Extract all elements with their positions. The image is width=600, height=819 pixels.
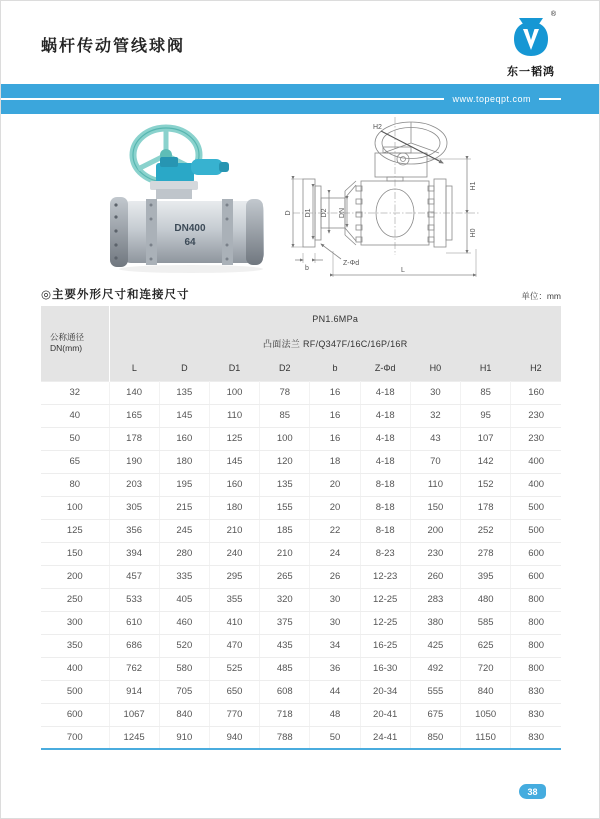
- table-cell: 8-18: [360, 473, 410, 496]
- dimension-table-header: [41, 306, 561, 381]
- dn-header-line1: 公称通径: [50, 331, 85, 342]
- table-cell: 22: [310, 519, 360, 542]
- table-cell: 492: [410, 657, 460, 680]
- table-cell: 145: [159, 404, 209, 427]
- table-cell: 830: [511, 703, 561, 726]
- dim-label-l: L: [401, 267, 405, 274]
- table-cell: 265: [260, 565, 310, 588]
- pressure-rating-header: PN1.6MPa: [109, 306, 561, 331]
- dim-label-d2: D2: [321, 208, 328, 218]
- table-cell: 50: [310, 726, 360, 749]
- table-row: [41, 496, 561, 519]
- table-cell: 44: [310, 680, 360, 703]
- table-cell: 500: [511, 519, 561, 542]
- table-cell: 152: [461, 473, 511, 496]
- table-row: [41, 588, 561, 611]
- table-cell: 940: [209, 726, 259, 749]
- table-cell: 762: [109, 657, 159, 680]
- table-cell: 600: [41, 703, 109, 726]
- table-cell: 65: [41, 450, 109, 473]
- dim-label-h2: H2: [373, 124, 382, 131]
- table-cell: 8-18: [360, 496, 410, 519]
- table-row: [41, 726, 561, 749]
- table-cell: 380: [410, 611, 460, 634]
- table-cell: 4-18: [360, 450, 410, 473]
- table-cell: 500: [41, 680, 109, 703]
- table-cell: 12-25: [360, 588, 410, 611]
- banner-rule-right: [539, 98, 561, 100]
- table-cell: 533: [109, 588, 159, 611]
- dim-label-dn: DN: [339, 207, 346, 219]
- table-cell: 278: [461, 542, 511, 565]
- table-cell: 210: [260, 542, 310, 565]
- table-cell: 770: [209, 703, 259, 726]
- table-cell: 203: [109, 473, 159, 496]
- table-cell: 215: [159, 496, 209, 519]
- table-cell: 500: [511, 496, 561, 519]
- table-cell: 160: [209, 473, 259, 496]
- table-cell: 20-41: [360, 703, 410, 726]
- table-cell: 914: [109, 680, 159, 703]
- table-cell: 625: [461, 634, 511, 657]
- table-cell: 1245: [109, 726, 159, 749]
- gear-actuator: [156, 157, 229, 183]
- table-cell: 295: [209, 565, 259, 588]
- table-cell: 125: [209, 427, 259, 450]
- table-cell: 85: [461, 381, 511, 404]
- table-cell: 525: [209, 657, 259, 680]
- table-cell: 395: [461, 565, 511, 588]
- column-header: D2: [260, 356, 310, 381]
- table-cell: 1067: [109, 703, 159, 726]
- table-cell: 26: [310, 565, 360, 588]
- table-cell: 135: [159, 381, 209, 404]
- table-cell: 245: [159, 519, 209, 542]
- table-cell: 555: [410, 680, 460, 703]
- table-cell: 110: [410, 473, 460, 496]
- table-row: [41, 657, 561, 680]
- table-cell: 720: [461, 657, 511, 680]
- table-cell: 260: [410, 565, 460, 588]
- table-cell: 100: [41, 496, 109, 519]
- table-cell: 142: [461, 450, 511, 473]
- table-cell: 610: [109, 611, 159, 634]
- table-cell: 200: [41, 565, 109, 588]
- table-cell: 18: [310, 450, 360, 473]
- table-cell: 1050: [461, 703, 511, 726]
- table-row: [41, 634, 561, 657]
- table-cell: 252: [461, 519, 511, 542]
- table-cell: 135: [260, 473, 310, 496]
- table-cell: 410: [209, 611, 259, 634]
- table-cell: 150: [410, 496, 460, 519]
- table-cell: 16: [310, 427, 360, 450]
- page-title: 蜗杆传动管线球阀: [41, 38, 186, 55]
- table-cell: 160: [511, 381, 561, 404]
- table-row: [41, 519, 561, 542]
- table-cell: 34: [310, 634, 360, 657]
- table-cell: 910: [159, 726, 209, 749]
- table-cell: 48: [310, 703, 360, 726]
- table-cell: 1150: [461, 726, 511, 749]
- table-cell: 125: [41, 519, 109, 542]
- table-cell: 400: [511, 473, 561, 496]
- photo-shadow: [119, 265, 263, 273]
- technical-drawing: [283, 113, 483, 290]
- table-cell: 600: [511, 542, 561, 565]
- table-cell: 30: [410, 381, 460, 404]
- table-cell: 20: [310, 473, 360, 496]
- website-url: www.topeqpt.com: [452, 94, 531, 104]
- table-cell: 178: [109, 427, 159, 450]
- column-header: Z-Φd: [360, 356, 410, 381]
- table-cell: 85: [260, 404, 310, 427]
- table-cell: 24: [310, 542, 360, 565]
- table-cell: 43: [410, 427, 460, 450]
- dim-label-zd: Z-Φd: [343, 260, 360, 267]
- table-cell: 230: [511, 404, 561, 427]
- table-cell: 425: [410, 634, 460, 657]
- dim-label-d1: D1: [305, 208, 312, 218]
- column-header-row: [41, 356, 561, 381]
- table-cell: 16-25: [360, 634, 410, 657]
- table-cell: 30: [310, 588, 360, 611]
- table-cell: 800: [511, 634, 561, 657]
- table-cell: 20: [310, 496, 360, 519]
- table-cell: 718: [260, 703, 310, 726]
- table-row: [41, 427, 561, 450]
- table-cell: 700: [41, 726, 109, 749]
- table-cell: 4-18: [360, 381, 410, 404]
- table-cell: 300: [41, 611, 109, 634]
- table-cell: 675: [410, 703, 460, 726]
- table-cell: 320: [260, 588, 310, 611]
- column-header: H2: [511, 356, 561, 381]
- column-header: H1: [461, 356, 511, 381]
- column-header: b: [310, 356, 360, 381]
- table-cell: 485: [260, 657, 310, 680]
- table-cell: 70: [410, 450, 460, 473]
- table-cell: 200: [410, 519, 460, 542]
- table-cell: 12-25: [360, 611, 410, 634]
- dim-label-b: b: [305, 265, 309, 272]
- table-row: [41, 542, 561, 565]
- column-header: H0: [410, 356, 460, 381]
- table-cell: 8-18: [360, 519, 410, 542]
- table-cell: 830: [511, 726, 561, 749]
- table-row: [41, 611, 561, 634]
- dim-label-h1: H1: [470, 181, 477, 191]
- table-cell: 210: [209, 519, 259, 542]
- table-cell: 480: [461, 588, 511, 611]
- dn-header-line2: DN(mm): [50, 343, 83, 354]
- dim-label-d: D: [285, 210, 292, 216]
- table-cell: 185: [260, 519, 310, 542]
- table-cell: 107: [461, 427, 511, 450]
- logo-icon: [510, 11, 556, 60]
- table-cell: 400: [41, 657, 109, 680]
- product-photo: [96, 119, 286, 282]
- table-cell: 100: [260, 427, 310, 450]
- table-cell: 8-23: [360, 542, 410, 565]
- table-cell: 16: [310, 381, 360, 404]
- table-cell: 50: [41, 427, 109, 450]
- table-cell: 305: [109, 496, 159, 519]
- registered-trademark: ®: [550, 11, 556, 18]
- table-cell: 394: [109, 542, 159, 565]
- table-cell: 800: [511, 611, 561, 634]
- table-cell: 850: [410, 726, 460, 749]
- table-cell: 178: [461, 496, 511, 519]
- table-cell: 20-34: [360, 680, 410, 703]
- table-cell: 150: [41, 542, 109, 565]
- table-cell: 180: [159, 450, 209, 473]
- table-cell: 95: [461, 404, 511, 427]
- table-cell: 435: [260, 634, 310, 657]
- website-banner: [1, 84, 600, 114]
- table-cell: 16: [310, 404, 360, 427]
- table-cell: 686: [109, 634, 159, 657]
- table-cell: 580: [159, 657, 209, 680]
- table-cell: 840: [159, 703, 209, 726]
- table-cell: 608: [260, 680, 310, 703]
- table-cell: 240: [209, 542, 259, 565]
- dimension-table: [41, 306, 561, 750]
- table-cell: 650: [209, 680, 259, 703]
- dim-label-h0: H0: [470, 228, 477, 238]
- table-row: [41, 680, 561, 703]
- table-cell: 830: [511, 680, 561, 703]
- table-cell: 375: [260, 611, 310, 634]
- table-row: [41, 473, 561, 496]
- banner-rule-left: [1, 98, 444, 100]
- table-cell: 160: [159, 427, 209, 450]
- table-cell: 230: [410, 542, 460, 565]
- valve-stem-mount: [150, 181, 198, 199]
- table-cell: 460: [159, 611, 209, 634]
- table-cell: 520: [159, 634, 209, 657]
- table-cell: 355: [209, 588, 259, 611]
- table-cell: 40: [41, 404, 109, 427]
- table-cell: 32: [410, 404, 460, 427]
- table-cell: 180: [209, 496, 259, 519]
- table-cell: 280: [159, 542, 209, 565]
- valve-marking-class: 64: [184, 237, 196, 248]
- table-cell: 12-23: [360, 565, 410, 588]
- table-cell: 4-18: [360, 427, 410, 450]
- table-cell: 78: [260, 381, 310, 404]
- table-cell: 32: [41, 381, 109, 404]
- company-name: 东一韬鸿: [507, 66, 555, 78]
- table-cell: 120: [260, 450, 310, 473]
- table-cell: 100: [209, 381, 259, 404]
- table-cell: 457: [109, 565, 159, 588]
- column-header: L: [109, 356, 159, 381]
- table-cell: 30: [310, 611, 360, 634]
- table-row: [41, 703, 561, 726]
- table-cell: 110: [209, 404, 259, 427]
- table-cell: 230: [511, 427, 561, 450]
- table-cell: 145: [209, 450, 259, 473]
- dn-header-cell: [41, 306, 109, 381]
- table-cell: 350: [41, 634, 109, 657]
- table-cell: 195: [159, 473, 209, 496]
- section-title: ◎主要外形尺寸和连接尺寸: [41, 289, 190, 301]
- table-cell: 585: [461, 611, 511, 634]
- table-cell: 4-18: [360, 404, 410, 427]
- table-cell: 800: [511, 588, 561, 611]
- column-header: D: [159, 356, 209, 381]
- table-cell: 788: [260, 726, 310, 749]
- table-cell: 140: [109, 381, 159, 404]
- table-cell: 840: [461, 680, 511, 703]
- page-number-badge: 38: [519, 784, 546, 799]
- table-row: [41, 381, 561, 404]
- valve-marking-dn: DN400: [174, 223, 206, 234]
- table-row: [41, 565, 561, 588]
- table-cell: 405: [159, 588, 209, 611]
- table-row: [41, 404, 561, 427]
- table-cell: 283: [410, 588, 460, 611]
- flange-spec-header: 凸面法兰 RF/Q347F/16C/16P/16R: [109, 331, 561, 356]
- company-logo: [501, 11, 561, 65]
- table-cell: 705: [159, 680, 209, 703]
- table-cell: 400: [511, 450, 561, 473]
- table-cell: 600: [511, 565, 561, 588]
- table-cell: 335: [159, 565, 209, 588]
- unit-label: 单位：mm: [521, 291, 561, 301]
- column-header: D1: [209, 356, 259, 381]
- table-cell: 470: [209, 634, 259, 657]
- dimension-table-body: [41, 381, 561, 749]
- table-cell: 356: [109, 519, 159, 542]
- table-cell: 24-41: [360, 726, 410, 749]
- table-cell: 165: [109, 404, 159, 427]
- table-cell: 250: [41, 588, 109, 611]
- table-cell: 16-30: [360, 657, 410, 680]
- table-cell: 155: [260, 496, 310, 519]
- table-cell: 36: [310, 657, 360, 680]
- table-cell: 190: [109, 450, 159, 473]
- table-cell: 80: [41, 473, 109, 496]
- table-cell: 800: [511, 657, 561, 680]
- section-heading-row: [41, 286, 561, 302]
- table-row: [41, 450, 561, 473]
